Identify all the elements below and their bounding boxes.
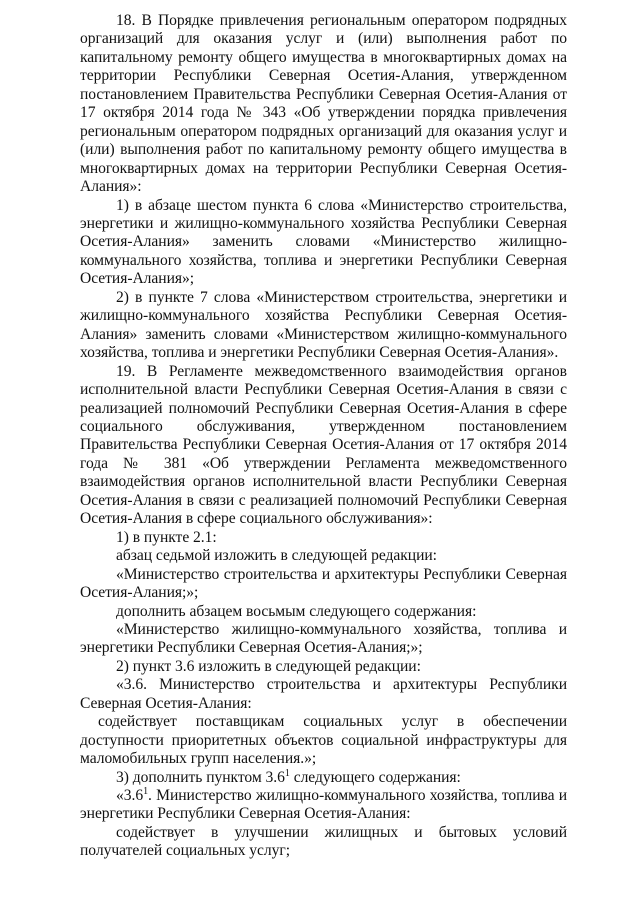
- item-3-head-post: . Министерство жилищно-коммунального хозяйства, топлива и энергетики Республики Северная Осетия-Алания:: [80, 787, 567, 823]
- paragraph-19-item-1a-text: «Министерство строительства и архитектуры Республики Северная Осетия-Алания;»;: [80, 565, 567, 602]
- paragraph-19: 19. В Регламенте межведомственного взаимодействия органов исполнительной власти Республики Северная Осетия-Алания в связи с реализацией полномочий Республики Северная Осетия-Алания в сфере социального обслуживания, утвержденном постановлением Правительства Республики Северная Осетия-Алания от 17 октября 2014 года № 381 «Об утверждении Регламента межведомственного взаимодействия органов исполнительной власти Республики Северная Осетия-Алания в связи с реализацией полномочий Республики Северная Осетия-Алания в сфере социального обслуживания»:: [80, 362, 567, 528]
- paragraph-18-item-1: 1) в абзаце шестом пункта 6 слова «Министерство строительства, энергетики и жилищно-коммунального хозяйства Республики Северная Осетия-Алания» заменить словами «Министерство жилищно-коммунального хозяйства, топлива и энергетики Республики Северная Осетия-Алания»;: [80, 196, 567, 288]
- paragraph-18-item-2: 2) в пункте 7 слова «Министерством строительства, энергетики и жилищно-коммунального хозяйства Республики Северная Осетия-Алания» заменить словами «Министерством жилищно-коммунального хозяйства, топлива и энергетики Республики Северная Осетия-Алания».: [80, 288, 567, 362]
- paragraph-19-item-1a: абзац седьмой изложить в следующей редакции:: [116, 547, 437, 565]
- paragraph-19-item-2-body: содействует поставщикам социальных услуг в обеспечении доступности приоритетных объектов социальной инфраструктуры для маломобильных групп населения.»;: [80, 713, 567, 768]
- paragraph-19-item-3-body: содействует в улучшении жилищных и бытовых условий получателей социальных услуг;: [80, 823, 567, 860]
- paragraph-18: 18. В Порядке привлечения региональным оператором подрядных организаций для оказания услуг и (или) выполнения работ по капитальному ремонту общего имущества в многоквартирных домах на территории Республики Северная Осетия-Алания, утвержденном постановлением Правительства Республики Северная Осетия-Алания от 17 октября 2014 года № 343 «Об утверждении порядка привлечения региональным оператором подрядных организаций для оказания услуг и (или) выполнения работ по капитальному ремонту общего имущества в многоквартирных домах на территории Республики Северная Осетия-Алания»:: [80, 12, 567, 196]
- paragraph-19-item-2-head: «3.6. Министерство строительства и архитектуры Республики Северная Осетия-Алания:: [80, 676, 567, 712]
- paragraph-19-item-3-head: [80, 787, 567, 824]
- item-3-superscript: 1: [284, 767, 290, 779]
- paragraph-19-item-1b: дополнить абзацем восьмым следующего содержания:: [116, 602, 477, 620]
- paragraph-19-item-1b-text: «Министерство жилищно-коммунального хозяйства, топлива и энергетики Республики Северная Осетия-Алания;»;: [80, 620, 567, 657]
- paragraph-19-item-1: 1) в пункте 2.1:: [116, 528, 217, 546]
- item-3-head-superscript: 1: [143, 786, 149, 798]
- paragraph-19-item-3: [80, 769, 567, 787]
- item-3-text-post: следующего содержания:: [289, 768, 461, 786]
- item-3-head-pre: «3.6: [116, 787, 144, 805]
- item-3-text-pre: 3) дополнить пунктом 3.6: [116, 768, 285, 786]
- paragraph-19-item-2: 2) пункт 3.6 изложить в следующей редакции:: [116, 657, 421, 675]
- document-page: [80, 12, 567, 861]
